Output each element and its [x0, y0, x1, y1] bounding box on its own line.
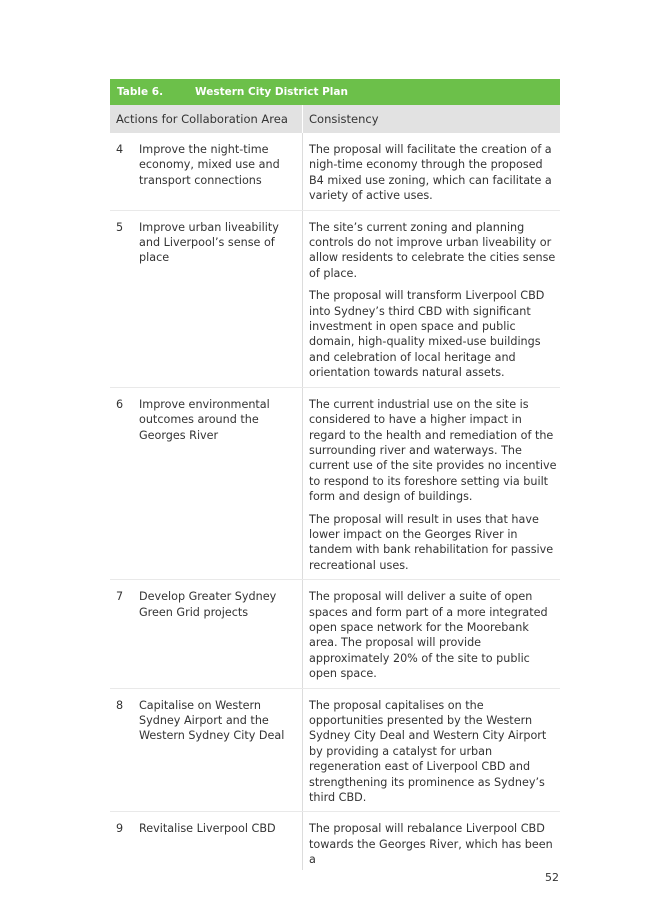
row-consistency	[303, 689, 560, 812]
row-action: Capitalise on Western Sydney Airport and the Western Sydney City Deal	[139, 689, 303, 812]
table-row	[110, 133, 560, 211]
row-consistency	[303, 812, 560, 869]
table-number: Table 6.	[117, 86, 164, 98]
table-body	[110, 133, 560, 870]
row-number: 6	[116, 397, 124, 411]
consistency-paragraph: The proposal capitalises on the opportunities presented by the Western Sydney City Deal and Western City Airport by providing a catalyst for urban regeneration east of Liverpool CBD and strengthening its prominence as Sydney’s third CBD.	[309, 698, 547, 805]
consistency-paragraph: The proposal will transform Liverpool CBD into Sydney’s third CBD with significant investment in open space and public domain, high-quality mixed-use buildings and celebration of local heritage and orientation towards natural assets.	[309, 289, 545, 380]
table-row	[110, 812, 560, 869]
table-row	[110, 211, 560, 388]
row-number: 9	[116, 822, 124, 836]
table-title: Western City District Plan	[195, 86, 348, 98]
consistency-paragraph: The current industrial use on the site is considered to have a higher impact in regard to the health and remediation of the surrounding river and waterways. The current use of the site provides no incentive to respond to its foreshore setting via built form and design of buildings.	[309, 397, 557, 504]
row-action: Improve urban liveability and Liverpool’s sense of place	[139, 211, 303, 387]
row-consistency	[303, 580, 560, 687]
consistency-paragraph: The proposal will facilitate the creation of a nigh-time economy through the proposed B4 mixed use zoning, which can facilitate a variety of active uses.	[309, 143, 552, 203]
consistency-paragraph: The proposal will result in uses that have lower impact on the Georges River in tandem with bank rehabilitation for passive recreational uses.	[309, 512, 554, 572]
row-consistency	[303, 388, 560, 579]
row-consistency	[303, 211, 560, 387]
consistency-paragraph: The proposal will deliver a suite of open spaces and form part of a more integrated open space network for the Moorebank area. The proposal will provide approximately 20% of the site to public open space.	[309, 590, 548, 681]
page-number: 52	[545, 871, 559, 884]
table-row	[110, 580, 560, 688]
row-number: 4	[116, 143, 124, 156]
row-action: Improve the night-time economy, mixed use and transport connections	[139, 133, 303, 210]
row-consistency	[303, 133, 560, 210]
consistency-paragraph: The site’s current zoning and planning controls do not improve urban liveability or allow residents to celebrate the cities sense of place.	[309, 220, 556, 280]
row-number: 7	[116, 590, 124, 604]
western-city-district-plan-table	[110, 79, 560, 870]
row-number: 5	[116, 220, 124, 234]
consistency-paragraph: The proposal will rebalance Liverpool CBD towards the Georges River, which has been a	[309, 822, 553, 867]
row-action: Improve environmental outcomes around the Georges River	[139, 388, 303, 579]
row-number: 8	[116, 698, 124, 712]
table-row	[110, 689, 560, 813]
table-title-bar	[110, 79, 560, 105]
row-action: Revitalise Liverpool CBD	[139, 812, 303, 869]
header-consistency: Consistency	[309, 112, 379, 126]
table-row	[110, 388, 560, 580]
header-actions: Actions for Collaboration Area	[110, 105, 303, 133]
row-action: Develop Greater Sydney Green Grid projects	[139, 580, 303, 687]
table-header-row	[110, 105, 560, 133]
